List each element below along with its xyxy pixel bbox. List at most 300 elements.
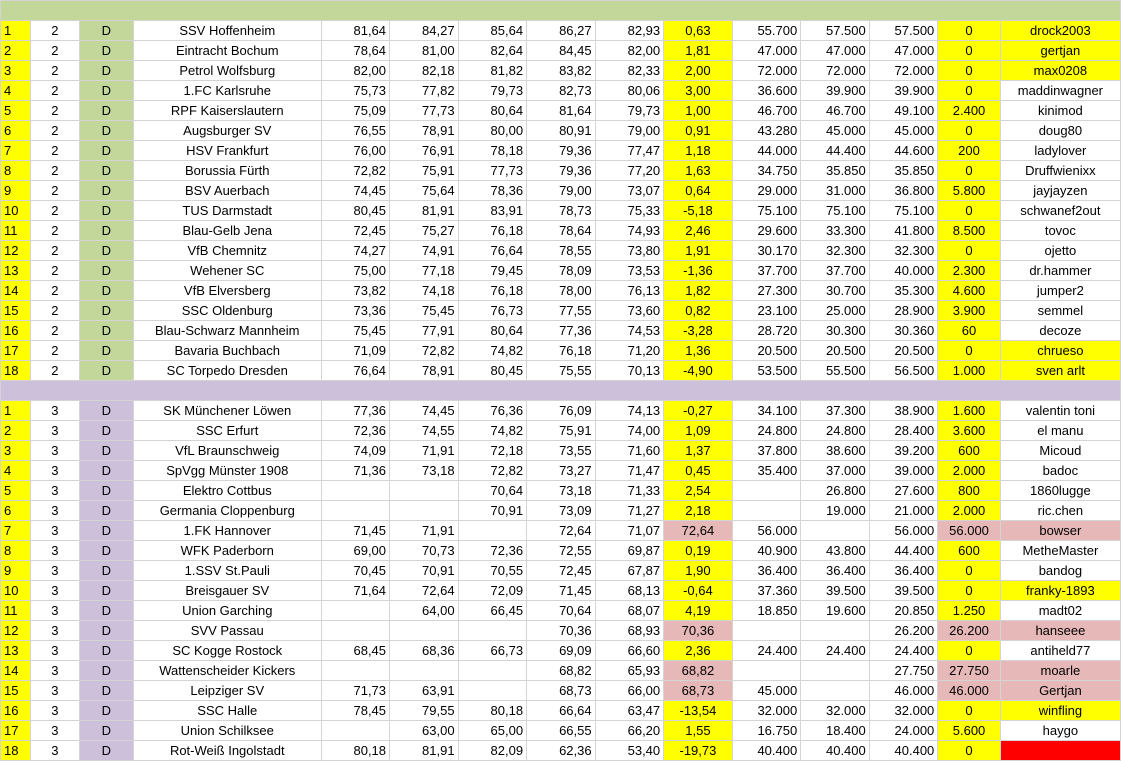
- bid-cell[interactable]: 200: [938, 141, 1000, 161]
- price-2-cell[interactable]: 32.300: [801, 241, 870, 261]
- value-3-cell[interactable]: 76,18: [458, 281, 527, 301]
- price-2-cell[interactable]: 55.500: [801, 361, 870, 381]
- value-4-cell[interactable]: 73,09: [527, 501, 596, 521]
- rank-cell[interactable]: 7: [1, 141, 31, 161]
- value-3-cell[interactable]: 65,00: [458, 721, 527, 741]
- country-cell[interactable]: D: [79, 421, 133, 441]
- bid-cell[interactable]: 1.000: [938, 361, 1000, 381]
- league-cell[interactable]: 2: [31, 341, 79, 361]
- value-4-cell[interactable]: 69,09: [527, 641, 596, 661]
- price-2-cell[interactable]: 38.600: [801, 441, 870, 461]
- value-5-cell[interactable]: 68,93: [595, 621, 664, 641]
- diff-cell[interactable]: 1,09: [664, 421, 733, 441]
- diff-cell[interactable]: -1,36: [664, 261, 733, 281]
- league-cell[interactable]: 3: [31, 681, 79, 701]
- league-cell[interactable]: 3: [31, 661, 79, 681]
- league-cell[interactable]: 3: [31, 641, 79, 661]
- rank-cell[interactable]: 7: [1, 521, 31, 541]
- league-cell[interactable]: 3: [31, 621, 79, 641]
- value-5-cell[interactable]: 75,33: [595, 201, 664, 221]
- value-3-cell[interactable]: 72,82: [458, 461, 527, 481]
- value-2-cell[interactable]: 63,91: [390, 681, 459, 701]
- price-3-cell[interactable]: 28.400: [869, 421, 938, 441]
- team-cell[interactable]: BSV Auerbach: [134, 181, 321, 201]
- bid-cell[interactable]: 0: [938, 121, 1000, 141]
- diff-cell[interactable]: 2,36: [664, 641, 733, 661]
- price-1-cell[interactable]: 47.000: [732, 41, 801, 61]
- league-cell[interactable]: 3: [31, 541, 79, 561]
- price-2-cell[interactable]: [801, 621, 870, 641]
- price-1-cell[interactable]: 40.400: [732, 741, 801, 761]
- team-cell[interactable]: 1.FC Karlsruhe: [134, 81, 321, 101]
- value-4-cell[interactable]: 76,09: [527, 401, 596, 421]
- value-3-cell[interactable]: 76,36: [458, 401, 527, 421]
- user-cell[interactable]: drock2003: [1000, 21, 1120, 41]
- price-3-cell[interactable]: 39.000: [869, 461, 938, 481]
- bid-cell[interactable]: 46.000: [938, 681, 1000, 701]
- price-3-cell[interactable]: 57.500: [869, 21, 938, 41]
- value-3-cell[interactable]: 85,64: [458, 21, 527, 41]
- league-cell[interactable]: 2: [31, 221, 79, 241]
- team-cell[interactable]: VfB Chemnitz: [134, 241, 321, 261]
- rank-cell[interactable]: 10: [1, 581, 31, 601]
- price-1-cell[interactable]: [732, 501, 801, 521]
- value-4-cell[interactable]: 66,55: [527, 721, 596, 741]
- value-4-cell[interactable]: 79,36: [527, 141, 596, 161]
- value-1-cell[interactable]: 71,45: [321, 521, 390, 541]
- bid-cell[interactable]: 2.000: [938, 461, 1000, 481]
- user-cell[interactable]: decoze: [1000, 321, 1120, 341]
- bid-cell[interactable]: 4.600: [938, 281, 1000, 301]
- price-3-cell[interactable]: 41.800: [869, 221, 938, 241]
- country-cell[interactable]: D: [79, 181, 133, 201]
- value-3-cell[interactable]: 80,18: [458, 701, 527, 721]
- price-3-cell[interactable]: 39.900: [869, 81, 938, 101]
- value-3-cell[interactable]: 80,64: [458, 321, 527, 341]
- team-cell[interactable]: Wehener SC: [134, 261, 321, 281]
- value-1-cell[interactable]: 72,82: [321, 161, 390, 181]
- diff-cell[interactable]: 1,81: [664, 41, 733, 61]
- price-2-cell[interactable]: 36.400: [801, 561, 870, 581]
- value-3-cell[interactable]: [458, 681, 527, 701]
- value-4-cell[interactable]: 80,91: [527, 121, 596, 141]
- value-1-cell[interactable]: 73,82: [321, 281, 390, 301]
- value-2-cell[interactable]: 70,73: [390, 541, 459, 561]
- bid-cell[interactable]: 3.600: [938, 421, 1000, 441]
- value-3-cell[interactable]: 80,45: [458, 361, 527, 381]
- value-2-cell[interactable]: 75,45: [390, 301, 459, 321]
- bid-cell[interactable]: 27.750: [938, 661, 1000, 681]
- price-3-cell[interactable]: 40.400: [869, 741, 938, 761]
- price-2-cell[interactable]: [801, 681, 870, 701]
- value-4-cell[interactable]: 84,45: [527, 41, 596, 61]
- value-4-cell[interactable]: 73,27: [527, 461, 596, 481]
- value-5-cell[interactable]: 74,93: [595, 221, 664, 241]
- value-3-cell[interactable]: 72,09: [458, 581, 527, 601]
- team-cell[interactable]: Wattenscheider Kickers: [134, 661, 321, 681]
- price-1-cell[interactable]: 29.600: [732, 221, 801, 241]
- value-3-cell[interactable]: 82,09: [458, 741, 527, 761]
- value-3-cell[interactable]: 79,45: [458, 261, 527, 281]
- price-3-cell[interactable]: 75.100: [869, 201, 938, 221]
- diff-cell[interactable]: -3,28: [664, 321, 733, 341]
- value-1-cell[interactable]: 75,45: [321, 321, 390, 341]
- value-1-cell[interactable]: 71,36: [321, 461, 390, 481]
- value-2-cell[interactable]: 76,91: [390, 141, 459, 161]
- value-1-cell[interactable]: 72,45: [321, 221, 390, 241]
- value-4-cell[interactable]: 66,64: [527, 701, 596, 721]
- value-1-cell[interactable]: 76,00: [321, 141, 390, 161]
- bid-cell[interactable]: 0: [938, 341, 1000, 361]
- bid-cell[interactable]: 5.800: [938, 181, 1000, 201]
- country-cell[interactable]: D: [79, 101, 133, 121]
- value-2-cell[interactable]: 82,18: [390, 61, 459, 81]
- bid-cell[interactable]: 2.400: [938, 101, 1000, 121]
- price-2-cell[interactable]: 40.400: [801, 741, 870, 761]
- country-cell[interactable]: D: [79, 241, 133, 261]
- diff-cell[interactable]: 68,82: [664, 661, 733, 681]
- user-cell[interactable]: tovoc: [1000, 221, 1120, 241]
- team-cell[interactable]: Union Schilksee: [134, 721, 321, 741]
- diff-cell[interactable]: 0,91: [664, 121, 733, 141]
- price-2-cell[interactable]: [801, 521, 870, 541]
- value-2-cell[interactable]: [390, 661, 459, 681]
- diff-cell[interactable]: 2,18: [664, 501, 733, 521]
- user-cell[interactable]: antiheld77: [1000, 641, 1120, 661]
- value-1-cell[interactable]: 75,09: [321, 101, 390, 121]
- bid-cell[interactable]: 0: [938, 241, 1000, 261]
- value-3-cell[interactable]: 82,64: [458, 41, 527, 61]
- value-2-cell[interactable]: 73,18: [390, 461, 459, 481]
- league-cell[interactable]: 3: [31, 601, 79, 621]
- diff-cell[interactable]: 0,19: [664, 541, 733, 561]
- diff-cell[interactable]: -5,18: [664, 201, 733, 221]
- team-cell[interactable]: SSC Oldenburg: [134, 301, 321, 321]
- league-cell[interactable]: 3: [31, 741, 79, 761]
- price-2-cell[interactable]: 19.600: [801, 601, 870, 621]
- value-4-cell[interactable]: 79,36: [527, 161, 596, 181]
- value-4-cell[interactable]: 81,64: [527, 101, 596, 121]
- bid-cell[interactable]: 56.000: [938, 521, 1000, 541]
- user-cell[interactable]: doug80: [1000, 121, 1120, 141]
- user-cell[interactable]: chrueso: [1000, 341, 1120, 361]
- price-3-cell[interactable]: 21.000: [869, 501, 938, 521]
- price-3-cell[interactable]: 27.600: [869, 481, 938, 501]
- league-cell[interactable]: 2: [31, 121, 79, 141]
- value-3-cell[interactable]: 76,73: [458, 301, 527, 321]
- team-cell[interactable]: HSV Frankfurt: [134, 141, 321, 161]
- bid-cell[interactable]: 5.600: [938, 721, 1000, 741]
- value-4-cell[interactable]: 76,18: [527, 341, 596, 361]
- value-2-cell[interactable]: 81,00: [390, 41, 459, 61]
- diff-cell[interactable]: 1,82: [664, 281, 733, 301]
- league-cell[interactable]: 2: [31, 281, 79, 301]
- price-2-cell[interactable]: 72.000: [801, 61, 870, 81]
- value-1-cell[interactable]: 72,36: [321, 421, 390, 441]
- bid-cell[interactable]: 2.000: [938, 501, 1000, 521]
- value-1-cell[interactable]: 75,73: [321, 81, 390, 101]
- price-1-cell[interactable]: 35.400: [732, 461, 801, 481]
- rank-cell[interactable]: 12: [1, 621, 31, 641]
- country-cell[interactable]: D: [79, 21, 133, 41]
- value-3-cell[interactable]: 70,64: [458, 481, 527, 501]
- value-5-cell[interactable]: 74,53: [595, 321, 664, 341]
- team-cell[interactable]: WFK Paderborn: [134, 541, 321, 561]
- price-1-cell[interactable]: 27.300: [732, 281, 801, 301]
- value-1-cell[interactable]: 71,73: [321, 681, 390, 701]
- country-cell[interactable]: D: [79, 461, 133, 481]
- price-3-cell[interactable]: 56.500: [869, 361, 938, 381]
- diff-cell[interactable]: -0,64: [664, 581, 733, 601]
- league-cell[interactable]: 2: [31, 141, 79, 161]
- league-cell[interactable]: 2: [31, 261, 79, 281]
- country-cell[interactable]: D: [79, 561, 133, 581]
- value-5-cell[interactable]: 74,13: [595, 401, 664, 421]
- team-cell[interactable]: Bavaria Buchbach: [134, 341, 321, 361]
- team-cell[interactable]: TUS Darmstadt: [134, 201, 321, 221]
- price-3-cell[interactable]: 36.800: [869, 181, 938, 201]
- value-4-cell[interactable]: 75,91: [527, 421, 596, 441]
- bid-cell[interactable]: 1.600: [938, 401, 1000, 421]
- price-1-cell[interactable]: 34.100: [732, 401, 801, 421]
- value-1-cell[interactable]: [321, 661, 390, 681]
- price-1-cell[interactable]: 34.750: [732, 161, 801, 181]
- price-3-cell[interactable]: 32.300: [869, 241, 938, 261]
- rank-cell[interactable]: 10: [1, 201, 31, 221]
- value-2-cell[interactable]: 84,27: [390, 21, 459, 41]
- price-3-cell[interactable]: 39.200: [869, 441, 938, 461]
- value-1-cell[interactable]: 75,00: [321, 261, 390, 281]
- price-3-cell[interactable]: 38.900: [869, 401, 938, 421]
- diff-cell[interactable]: 1,37: [664, 441, 733, 461]
- value-4-cell[interactable]: 78,73: [527, 201, 596, 221]
- value-2-cell[interactable]: 71,91: [390, 441, 459, 461]
- team-cell[interactable]: Augsburger SV: [134, 121, 321, 141]
- bid-cell[interactable]: 600: [938, 441, 1000, 461]
- value-5-cell[interactable]: 73,60: [595, 301, 664, 321]
- value-5-cell[interactable]: 71,60: [595, 441, 664, 461]
- country-cell[interactable]: D: [79, 661, 133, 681]
- value-3-cell[interactable]: 74,82: [458, 421, 527, 441]
- team-cell[interactable]: Leipziger SV: [134, 681, 321, 701]
- value-2-cell[interactable]: 75,91: [390, 161, 459, 181]
- user-cell[interactable]: [1000, 741, 1120, 761]
- value-1-cell[interactable]: 69,00: [321, 541, 390, 561]
- diff-cell[interactable]: 1,91: [664, 241, 733, 261]
- value-3-cell[interactable]: 83,91: [458, 201, 527, 221]
- team-cell[interactable]: Borussia Fürth: [134, 161, 321, 181]
- user-cell[interactable]: bandog: [1000, 561, 1120, 581]
- price-3-cell[interactable]: 40.000: [869, 261, 938, 281]
- value-3-cell[interactable]: 76,64: [458, 241, 527, 261]
- country-cell[interactable]: D: [79, 521, 133, 541]
- price-1-cell[interactable]: 24.400: [732, 641, 801, 661]
- country-cell[interactable]: D: [79, 81, 133, 101]
- league-cell[interactable]: 3: [31, 481, 79, 501]
- value-5-cell[interactable]: 73,07: [595, 181, 664, 201]
- country-cell[interactable]: D: [79, 701, 133, 721]
- price-1-cell[interactable]: 36.400: [732, 561, 801, 581]
- value-2-cell[interactable]: 77,82: [390, 81, 459, 101]
- user-cell[interactable]: max0208: [1000, 61, 1120, 81]
- league-cell[interactable]: 3: [31, 521, 79, 541]
- league-cell[interactable]: 2: [31, 361, 79, 381]
- value-2-cell[interactable]: 75,64: [390, 181, 459, 201]
- rank-cell[interactable]: 18: [1, 741, 31, 761]
- team-cell[interactable]: SSC Halle: [134, 701, 321, 721]
- country-cell[interactable]: D: [79, 141, 133, 161]
- value-1-cell[interactable]: 80,18: [321, 741, 390, 761]
- league-cell[interactable]: 3: [31, 701, 79, 721]
- price-1-cell[interactable]: [732, 661, 801, 681]
- value-1-cell[interactable]: [321, 721, 390, 741]
- price-2-cell[interactable]: 57.500: [801, 21, 870, 41]
- league-cell[interactable]: 2: [31, 201, 79, 221]
- value-2-cell[interactable]: 68,36: [390, 641, 459, 661]
- country-cell[interactable]: D: [79, 621, 133, 641]
- value-1-cell[interactable]: 71,64: [321, 581, 390, 601]
- value-5-cell[interactable]: 73,80: [595, 241, 664, 261]
- user-cell[interactable]: madt02: [1000, 601, 1120, 621]
- value-4-cell[interactable]: 78,09: [527, 261, 596, 281]
- price-3-cell[interactable]: 36.400: [869, 561, 938, 581]
- user-cell[interactable]: franky-1893: [1000, 581, 1120, 601]
- country-cell[interactable]: D: [79, 741, 133, 761]
- diff-cell[interactable]: 1,55: [664, 721, 733, 741]
- country-cell[interactable]: D: [79, 221, 133, 241]
- price-2-cell[interactable]: 39.900: [801, 81, 870, 101]
- diff-cell[interactable]: 4,19: [664, 601, 733, 621]
- price-2-cell[interactable]: 20.500: [801, 341, 870, 361]
- value-2-cell[interactable]: 63,00: [390, 721, 459, 741]
- price-2-cell[interactable]: 35.850: [801, 161, 870, 181]
- price-3-cell[interactable]: 44.400: [869, 541, 938, 561]
- country-cell[interactable]: D: [79, 361, 133, 381]
- value-4-cell[interactable]: 77,36: [527, 321, 596, 341]
- rank-cell[interactable]: 15: [1, 681, 31, 701]
- user-cell[interactable]: schwanef2out: [1000, 201, 1120, 221]
- bid-cell[interactable]: 800: [938, 481, 1000, 501]
- value-4-cell[interactable]: 82,73: [527, 81, 596, 101]
- diff-cell[interactable]: 1,90: [664, 561, 733, 581]
- team-cell[interactable]: SK Münchener Löwen: [134, 401, 321, 421]
- value-5-cell[interactable]: 69,87: [595, 541, 664, 561]
- value-1-cell[interactable]: 68,45: [321, 641, 390, 661]
- value-3-cell[interactable]: 81,82: [458, 61, 527, 81]
- value-5-cell[interactable]: 71,33: [595, 481, 664, 501]
- user-cell[interactable]: moarle: [1000, 661, 1120, 681]
- rank-cell[interactable]: 4: [1, 81, 31, 101]
- price-2-cell[interactable]: 32.000: [801, 701, 870, 721]
- value-3-cell[interactable]: 76,18: [458, 221, 527, 241]
- rank-cell[interactable]: 8: [1, 161, 31, 181]
- league-cell[interactable]: 2: [31, 81, 79, 101]
- league-cell[interactable]: 3: [31, 441, 79, 461]
- team-cell[interactable]: Eintracht Bochum: [134, 41, 321, 61]
- value-4-cell[interactable]: 83,82: [527, 61, 596, 81]
- value-3-cell[interactable]: 79,73: [458, 81, 527, 101]
- team-cell[interactable]: RPF Kaiserslautern: [134, 101, 321, 121]
- value-5-cell[interactable]: 73,53: [595, 261, 664, 281]
- league-cell[interactable]: 3: [31, 401, 79, 421]
- bid-cell[interactable]: 0: [938, 61, 1000, 81]
- rank-cell[interactable]: 3: [1, 61, 31, 81]
- price-2-cell[interactable]: 24.800: [801, 421, 870, 441]
- price-2-cell[interactable]: 24.400: [801, 641, 870, 661]
- diff-cell[interactable]: -4,90: [664, 361, 733, 381]
- country-cell[interactable]: D: [79, 721, 133, 741]
- value-5-cell[interactable]: 76,13: [595, 281, 664, 301]
- user-cell[interactable]: valentin toni: [1000, 401, 1120, 421]
- value-1-cell[interactable]: 78,64: [321, 41, 390, 61]
- user-cell[interactable]: el manu: [1000, 421, 1120, 441]
- user-cell[interactable]: ladylover: [1000, 141, 1120, 161]
- country-cell[interactable]: D: [79, 341, 133, 361]
- price-1-cell[interactable]: 37.700: [732, 261, 801, 281]
- price-1-cell[interactable]: 29.000: [732, 181, 801, 201]
- value-3-cell[interactable]: [458, 521, 527, 541]
- team-cell[interactable]: VfB Elversberg: [134, 281, 321, 301]
- price-1-cell[interactable]: 72.000: [732, 61, 801, 81]
- value-4-cell[interactable]: 73,55: [527, 441, 596, 461]
- value-4-cell[interactable]: 75,55: [527, 361, 596, 381]
- value-4-cell[interactable]: 72,55: [527, 541, 596, 561]
- diff-cell[interactable]: 0,64: [664, 181, 733, 201]
- price-2-cell[interactable]: 45.000: [801, 121, 870, 141]
- league-cell[interactable]: 3: [31, 461, 79, 481]
- bid-cell[interactable]: 0: [938, 81, 1000, 101]
- price-1-cell[interactable]: 44.000: [732, 141, 801, 161]
- value-4-cell[interactable]: 79,00: [527, 181, 596, 201]
- country-cell[interactable]: D: [79, 481, 133, 501]
- price-1-cell[interactable]: 36.600: [732, 81, 801, 101]
- price-2-cell[interactable]: 75.100: [801, 201, 870, 221]
- team-cell[interactable]: 1.FK Hannover: [134, 521, 321, 541]
- value-2-cell[interactable]: 70,91: [390, 561, 459, 581]
- price-2-cell[interactable]: 31.000: [801, 181, 870, 201]
- user-cell[interactable]: kinimod: [1000, 101, 1120, 121]
- diff-cell[interactable]: 2,46: [664, 221, 733, 241]
- country-cell[interactable]: D: [79, 581, 133, 601]
- user-cell[interactable]: winfling: [1000, 701, 1120, 721]
- value-3-cell[interactable]: [458, 661, 527, 681]
- value-2-cell[interactable]: 74,18: [390, 281, 459, 301]
- rank-cell[interactable]: 14: [1, 281, 31, 301]
- country-cell[interactable]: D: [79, 541, 133, 561]
- price-2-cell[interactable]: 33.300: [801, 221, 870, 241]
- price-1-cell[interactable]: 43.280: [732, 121, 801, 141]
- price-2-cell[interactable]: 26.800: [801, 481, 870, 501]
- country-cell[interactable]: D: [79, 281, 133, 301]
- bid-cell[interactable]: 0: [938, 21, 1000, 41]
- value-3-cell[interactable]: 74,82: [458, 341, 527, 361]
- bid-cell[interactable]: 0: [938, 41, 1000, 61]
- user-cell[interactable]: Druffwienixx: [1000, 161, 1120, 181]
- rank-cell[interactable]: 16: [1, 701, 31, 721]
- rank-cell[interactable]: 5: [1, 101, 31, 121]
- value-4-cell[interactable]: 78,00: [527, 281, 596, 301]
- price-3-cell[interactable]: 46.000: [869, 681, 938, 701]
- price-3-cell[interactable]: 45.000: [869, 121, 938, 141]
- rank-cell[interactable]: 1: [1, 21, 31, 41]
- price-1-cell[interactable]: 16.750: [732, 721, 801, 741]
- bid-cell[interactable]: 600: [938, 541, 1000, 561]
- league-cell[interactable]: 3: [31, 581, 79, 601]
- value-1-cell[interactable]: 74,45: [321, 181, 390, 201]
- user-cell[interactable]: semmel: [1000, 301, 1120, 321]
- league-cell[interactable]: 2: [31, 321, 79, 341]
- diff-cell[interactable]: 2,54: [664, 481, 733, 501]
